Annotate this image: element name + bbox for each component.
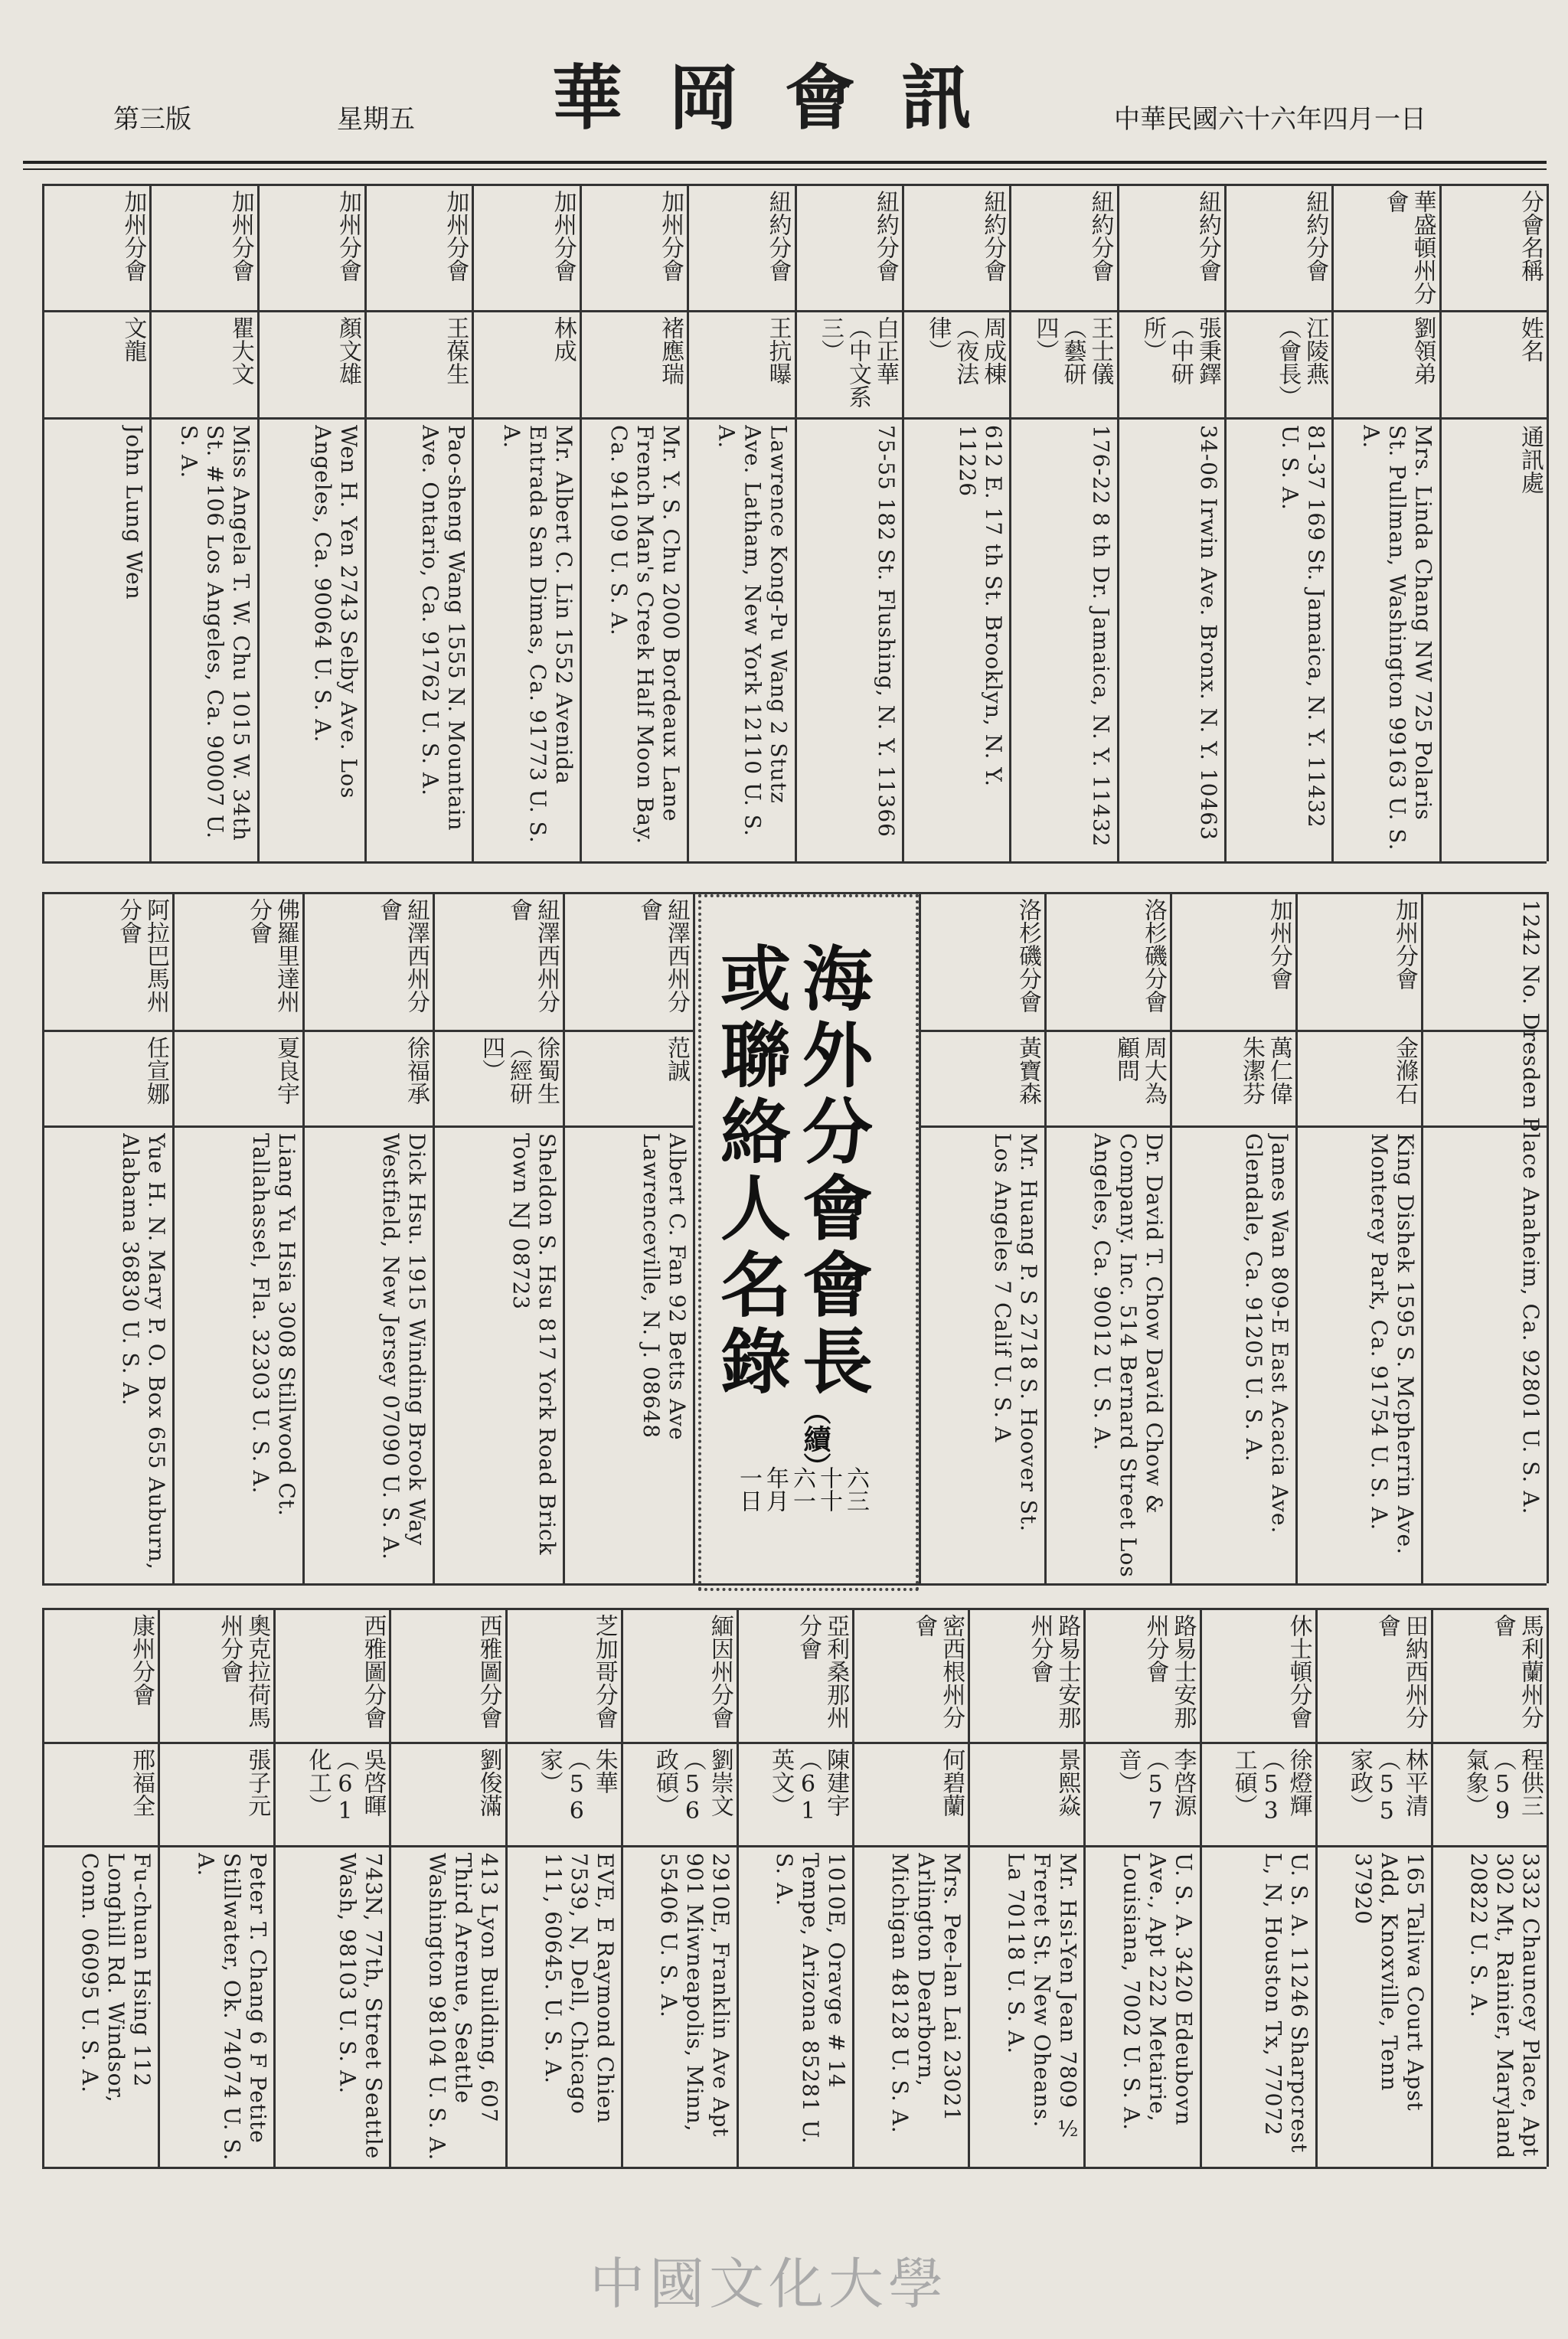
column-divider (852, 1608, 854, 2167)
contact-address: U. S. A. 3420 Edeubovn Ave., Apt 222 Metairie, Louisiana, 7002 U. S. A. (1119, 1853, 1197, 2132)
contact-name: 張秉鐸（中研所） (1138, 316, 1221, 385)
column-divider (1295, 892, 1298, 1583)
contact-address: 75-55 182 St. Flushing, N. Y. 11366 (873, 425, 899, 838)
column-divider (364, 184, 367, 861)
contact-name: 任宣娜 (142, 1036, 169, 1105)
contact-address: Mr. Huang P. S 2718 S. Hoover St. Los Angeles 7 Calif U. S. A (990, 1133, 1041, 1533)
column-divider (149, 184, 152, 861)
branch-name: 奧克拉荷馬州分會 (216, 1614, 271, 1729)
column-divider (1331, 184, 1334, 861)
title-continued: （續） (799, 1397, 831, 1480)
contact-address: 3332 Chauncey Place, Apt 302 Mt, Rainier, Maryland 20822 U. S. A. (1465, 1853, 1544, 2160)
branch-name: 華盛頓州分會 (1381, 190, 1436, 305)
column-divider (1170, 892, 1172, 1583)
column-divider (1547, 184, 1549, 861)
contact-name: 周大為 顧問 (1112, 1036, 1167, 1105)
contact-name: 萬仁偉 朱潔芬 (1238, 1036, 1292, 1105)
contact-name: 周成棟（夜法律） (924, 316, 1007, 385)
branch-name: 馬利蘭州分會 (1488, 1614, 1544, 1729)
branch-name: 康州分會 (128, 1614, 155, 1706)
column-divider (1200, 1608, 1202, 2167)
column-divider (968, 1608, 970, 2167)
contact-name: 朱華（56家） (535, 1748, 618, 1824)
column-divider (505, 1608, 508, 2167)
title-date-col2: 十十 (815, 1466, 842, 1512)
contact-name: 江陵燕（會長） (1274, 316, 1329, 408)
branch-name: 緬因州分會 (706, 1614, 733, 1729)
column-divider (1315, 1608, 1318, 2167)
branch-name: 田納西州分會 (1373, 1614, 1428, 1729)
column-divider (580, 184, 582, 861)
contact-name: 陳建宇（61英文） (767, 1748, 850, 1824)
section3-bottom-rule (42, 2167, 1547, 2169)
section3-branch-rule (42, 1742, 1547, 1744)
column-divider (621, 1608, 623, 2167)
branch-name: 洛杉磯分會 (1014, 898, 1041, 1013)
column-divider (795, 184, 797, 861)
contact-address: Lawrence Kong-Pu Wang 2 Stutz Ave. Latham, New York 12110 U. S. A. (714, 425, 792, 837)
contact-name: 黃寶森 (1014, 1036, 1041, 1105)
contact-address: Albert C. Fan 92 Betts Ave Lawrenceville, N. J. 08648 (639, 1133, 690, 1441)
branch-name: 洛杉磯分會 (1140, 898, 1167, 1013)
column-divider (1009, 184, 1011, 861)
branch-name: 密西根州分會 (910, 1614, 965, 1729)
column-divider (1117, 184, 1119, 861)
column-divider (472, 184, 474, 861)
column-divider (1439, 184, 1442, 861)
masthead: 華岡會訊 (551, 57, 1018, 139)
contact-address: 165 Taliwa Court Apst Add, Knoxville, Tenn 37920 (1350, 1853, 1428, 2112)
contact-address: 743N, 77th, Street Seattle Wash, 98103 U. S. A. (335, 1853, 387, 2160)
column-divider (273, 1608, 276, 2167)
contact-name: 何碧蘭 (938, 1748, 965, 1817)
contact-address: 1010E, Oravge # 14 Tempe, Arizona 85281 U. S. A. (772, 1853, 850, 2145)
branch-name: 休士頓分會 (1285, 1614, 1312, 1729)
contact-name: 瞿大文 (227, 316, 254, 385)
contact-name: 徐燈輝（53工碩） (1230, 1748, 1312, 1824)
contact-address: Pao-sheng Wang 1555 N. Mountain Ave. Ontario, Ca. 91762 U. S. A. (417, 425, 469, 831)
main-title-line2: 或聯絡人名錄 (709, 942, 792, 1401)
contact-name: 劉崇文（56政碩） (651, 1748, 733, 1824)
contact-address: Miss Angela T. W. Chu 1015 W. 34th St. #106 Los Angeles, Ca. 90007 U. S. A. (176, 425, 254, 841)
branch-name: 加州分會 (1266, 898, 1292, 990)
contact-address: James Wan 809-E East Acacia Ave. Glendale, Ca. 91205 U. S. A. (1241, 1133, 1292, 1534)
contact-address: Wen H. Yen 2743 Selby Ave. Los Angeles, Ca. 90064 U. S. A. (310, 425, 362, 799)
column-divider (1431, 1608, 1433, 2167)
column-divider (1547, 1608, 1549, 2167)
column-divider (919, 892, 921, 1583)
contact-address: Sheldon S. Hsu 817 York Road Brick Town NJ 08723 (508, 1133, 560, 1556)
section3-name-rule (42, 1845, 1547, 1847)
branch-name: 紐澤西州分會 (505, 898, 560, 1013)
branch-name: 西雅圖分會 (359, 1614, 387, 1729)
contact-name: 徐蜀生（經研四） (478, 1036, 560, 1105)
branch-name: 紐澤西州分會 (635, 898, 690, 1013)
contact-name: 王士儀（藝研四） (1031, 316, 1114, 385)
contact-address: 1242 No. Dresden Place Anaheim, Ca. 92801 U. S. A. (1518, 900, 1544, 1515)
contact-address: 176-22 8 th Dr. Jamaica, N. Y. 11432 (1088, 425, 1114, 848)
branch-name: 路易士安那州分會 (1026, 1614, 1081, 1729)
branch-name: 加州分會 (227, 190, 254, 282)
branch-name: 紐約分會 (1302, 190, 1329, 282)
column-divider (737, 1608, 739, 2167)
branch-name: 路易士安那州分會 (1142, 1614, 1197, 1729)
branch-name: 佛羅里達州分會 (245, 898, 299, 1013)
contact-address: U. S. A. 11246 Sharpcrest L, N, Houston Tx, 77072 (1260, 1853, 1312, 2154)
branch-name: 加州分會 (657, 190, 684, 282)
contact-address: Mr. Y. S. Chu 2000 Bordeaux Lane French Man's Creek Half Moon Bay. Ca. 94109 U. S. A. (606, 425, 684, 845)
column-divider (1421, 892, 1423, 1583)
watermark: 中國文化大學 (590, 2252, 949, 2316)
section2-left-name-rule (42, 1125, 693, 1128)
issue-date: 中華民國六十六年四月一日 (1114, 104, 1426, 135)
column-divider (158, 1608, 160, 2167)
branch-name: 阿拉巴馬州分會 (115, 898, 169, 1013)
branch-name: 加州分會 (119, 190, 147, 282)
contact-address: Liang Yu Hsia 3008 Stillwood Ct. Tallahassel, Fla. 32303 U. S. A. (248, 1133, 299, 1517)
contact-address: Fu-chuan Hsing 112 Longhill Rd. Windsor, Conn. 06095 U. S. A. (77, 1853, 155, 2103)
title-date-col3: 六一 (789, 1466, 815, 1512)
contact-address: 413 Lyon Building, 607 Third Arenue, Seattle Washington 98104 U. S. A. (424, 1853, 502, 2161)
column-divider (257, 184, 260, 861)
contact-address: Dick Hsu. 1915 Winding Brook Way Westfield, New Jersey 07090 U. S. A. (378, 1133, 430, 1560)
section3-top-rule (42, 1608, 1547, 1610)
heading-address: 通訊處 (1516, 425, 1544, 494)
contact-name: 劉領弟 (1409, 316, 1436, 385)
title-date-col4: 年月 (762, 1466, 789, 1512)
branch-name: 紐約分會 (1194, 190, 1221, 282)
column-divider (302, 892, 305, 1583)
column-divider (563, 892, 565, 1583)
contact-name: 程供三（59氣象） (1461, 1748, 1544, 1824)
main-title-line1: 海外分會會長 (791, 942, 874, 1401)
section1-bottom-rule (42, 861, 1547, 864)
branch-name: 西雅圖分會 (475, 1614, 502, 1729)
contact-name: 吳啓暉（61化工） (304, 1748, 387, 1824)
contact-address: EVE, E Raymond Chien 7539, N, Dell, Chicago 111, 60645. U. S. A. (540, 1853, 618, 2124)
contact-address: 81-37 169 St. Jamaica, N. Y. 11432 U. S. A. (1277, 425, 1329, 828)
heading-branch: 分會名稱 (1516, 190, 1544, 282)
column-divider (687, 184, 689, 861)
contact-address: Mrs. Linda Chang NW 725 Polaris St. Pullman, Washington 99163 U. S. A. (1358, 425, 1436, 851)
contact-name: 范誠 (663, 1036, 690, 1082)
branch-name: 紐約分會 (1086, 190, 1114, 282)
branch-name: 加州分會 (335, 190, 362, 282)
title-date-col5: 一日 (735, 1466, 762, 1512)
branch-name: 芝加哥分會 (590, 1614, 618, 1729)
branch-name: 加州分會 (1391, 898, 1418, 990)
column-divider (172, 892, 175, 1583)
contact-name: 白正華（中文系三） (816, 316, 899, 408)
contact-address: 34-06 Irwin Ave. Bronx. N. Y. 10463 (1195, 425, 1221, 841)
contact-address: Dr. David T. Chow David Chow & Company. Inc. 514 Bernard Street Los Angeles, Ca. 90012 U. S. A. (1089, 1133, 1167, 1578)
branch-name: 亞利桑那州分會 (795, 1614, 850, 1729)
branch-name: 加州分會 (549, 190, 577, 282)
contact-name: 王抗曝 (764, 316, 792, 385)
branch-name: 紐約分會 (764, 190, 792, 282)
contact-address: Mrs. Pee-lan Lai 23021 Arlington Dearborn, Michigan 48128 U. S. A. (887, 1853, 965, 2134)
column-divider (1224, 184, 1227, 861)
contact-address: Mr. Hsi-Yen Jean 7809 ½ Freret St. New Oheans. La 70118 U. S. A. (1003, 1853, 1081, 2143)
contact-address: Peter T. Chang 6 F Petite Stillwater, Ok. 74074 U. S. A. (193, 1853, 271, 2161)
contact-name: 林成 (549, 316, 577, 362)
contact-name: 劉俊滿 (475, 1748, 502, 1817)
column-divider (1547, 892, 1549, 1583)
section2-left-branch-rule (42, 1030, 693, 1032)
contact-name: 顏文雄 (335, 316, 362, 385)
contact-name: 夏良宇 (273, 1036, 299, 1105)
column-divider (902, 184, 904, 861)
contact-name: 金滌石 (1391, 1036, 1418, 1105)
contact-address: Yue H. N. Mary P. O. Box 655 Auburn, Alabama 36830 U. S. A. (118, 1133, 169, 1570)
contact-address: 612 E. 17 th St. Brooklyn, N. Y. 11226 (955, 425, 1007, 788)
column-divider (433, 892, 435, 1583)
contact-address: John Lung Wen (121, 425, 147, 600)
branch-name: 紐約分會 (979, 190, 1007, 282)
column-divider (42, 184, 44, 861)
contact-name: 張子元 (243, 1748, 271, 1817)
edition-label: 第三版 (113, 104, 191, 135)
contact-name: 李啓源（57音） (1114, 1748, 1197, 1824)
contact-name: 邢福全 (128, 1748, 155, 1817)
branch-name: 紐澤西州分會 (375, 898, 430, 1013)
column-divider (389, 1608, 391, 2167)
column-divider (1083, 1608, 1086, 2167)
contact-address: King Dishek 1595 S. Mcpherrin Ave. Monterey Park, Ca. 91754 U. S. A. (1367, 1133, 1418, 1556)
issue-weekday: 星期五 (337, 104, 415, 135)
contact-address: 2910E, Franklin Ave Apt 901 Miwneapolis, Minn, 55406 U. S. A. (655, 1853, 733, 2138)
contact-name: 景熙焱 (1054, 1748, 1081, 1817)
contact-address: Mr. Albert C. Lin 1552 Avenida Entrada San Dimas, Ca. 91773 U. S. A. (498, 425, 577, 844)
contact-name: 林平清（55家政） (1345, 1748, 1428, 1824)
column-divider (1044, 892, 1047, 1583)
heading-name: 姓名 (1516, 316, 1544, 362)
title-date-col1: 六三 (842, 1466, 869, 1512)
contact-name: 文龍 (119, 316, 147, 362)
column-divider (42, 1608, 44, 2167)
contact-name: 徐福承 (403, 1036, 430, 1105)
contact-name: 褚應瑞 (657, 316, 684, 385)
column-divider (42, 892, 44, 1583)
column-divider (693, 892, 695, 1583)
contact-name: 王葆生 (442, 316, 469, 385)
branch-name: 加州分會 (442, 190, 469, 282)
branch-name: 紐約分會 (871, 190, 899, 282)
